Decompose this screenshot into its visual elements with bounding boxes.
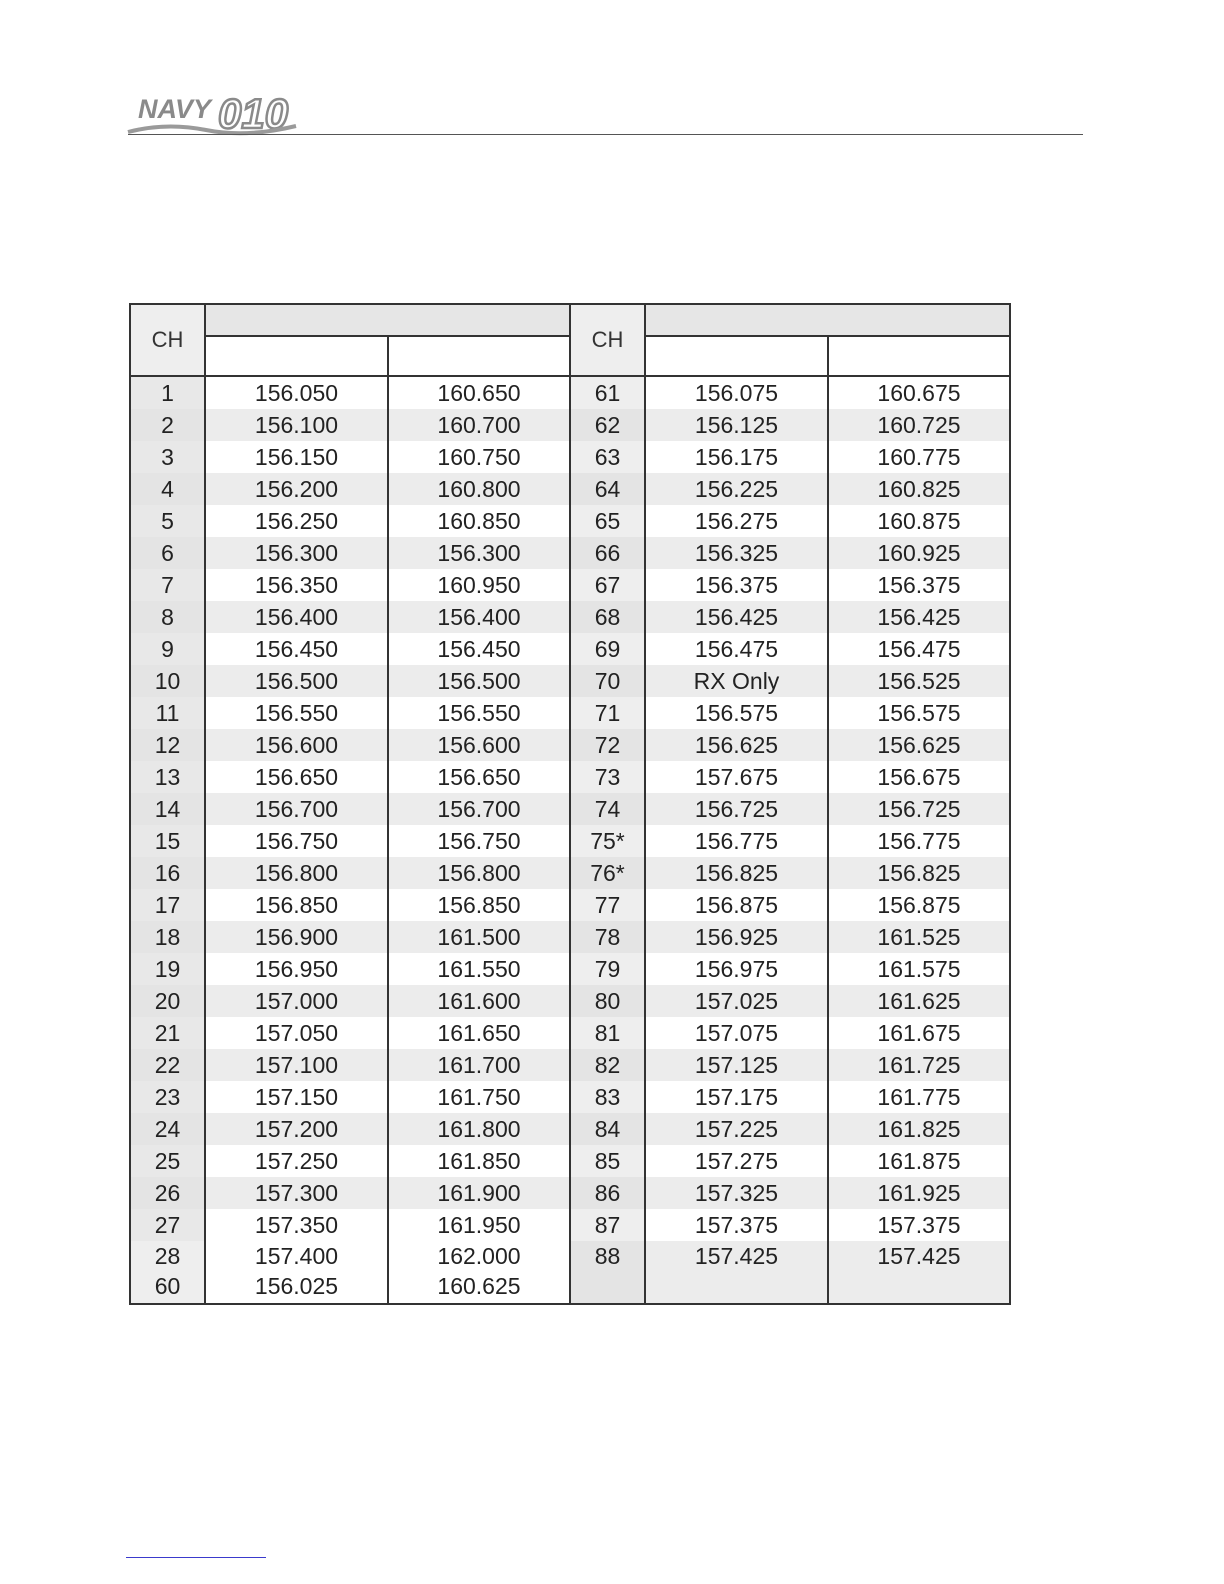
table-row [130, 665, 1010, 697]
ch-cell: 23 [130, 1081, 205, 1113]
tx-cell: 156.850 [205, 889, 388, 921]
tx2-cell: 156.725 [645, 793, 828, 825]
tx2-value: 157.425 [694, 1243, 779, 1269]
rx2-cell: 157.375 [828, 1209, 1010, 1241]
tx-cell: 157.200 [205, 1113, 388, 1145]
table-row [130, 441, 1010, 473]
rx2-cell: 160.725 [828, 409, 1010, 441]
ch2-cell: 86 [570, 1177, 645, 1209]
ch2-cell: 81 [570, 1017, 645, 1049]
rx2-cell: 156.375 [828, 569, 1010, 601]
rx-cell [388, 1241, 570, 1304]
table-row [130, 569, 1010, 601]
ch2-cell: 70 [570, 665, 645, 697]
tx-cell: 156.500 [205, 665, 388, 697]
rx-cell: 161.550 [388, 953, 570, 985]
ch-cell: 8 [130, 601, 205, 633]
rx2-cell: 160.675 [828, 376, 1010, 409]
tx-cell: 157.050 [205, 1017, 388, 1049]
tx-cell: 157.300 [205, 1177, 388, 1209]
tx2-cell: 157.175 [645, 1081, 828, 1113]
rx-cell: 156.500 [388, 665, 570, 697]
ch-cell: 12 [130, 729, 205, 761]
table-row [130, 505, 1010, 537]
tx-cell: 156.700 [205, 793, 388, 825]
table-row [130, 1209, 1010, 1241]
rx-cell: 156.800 [388, 857, 570, 889]
ch-cell: 24 [130, 1113, 205, 1145]
tx-cell: 156.050 [205, 376, 388, 409]
ch-value: 28 [154, 1243, 181, 1269]
tx2-cell: 156.825 [645, 857, 828, 889]
tx2-cell: 156.575 [645, 697, 828, 729]
ch-cell: 16 [130, 857, 205, 889]
rx2-cell: 160.825 [828, 473, 1010, 505]
tx2-cell [645, 1241, 828, 1304]
ch2-cell: 73 [570, 761, 645, 793]
tx2-cell: 156.625 [645, 729, 828, 761]
ch2-cell [570, 1241, 645, 1304]
tx2-cell: 156.075 [645, 376, 828, 409]
tx-cell: 156.250 [205, 505, 388, 537]
tx-cell: 156.450 [205, 633, 388, 665]
ch-cell: 21 [130, 1017, 205, 1049]
rx2-cell: 156.425 [828, 601, 1010, 633]
rx-cell: 161.950 [388, 1209, 570, 1241]
rx-cell: 161.700 [388, 1049, 570, 1081]
ch2-cell: 77 [570, 889, 645, 921]
ch2-cell: 66 [570, 537, 645, 569]
table-row [130, 793, 1010, 825]
ch2-cell: 85 [570, 1145, 645, 1177]
table-row [130, 729, 1010, 761]
ch2-value: 88 [594, 1243, 621, 1269]
tx2-cell: 157.325 [645, 1177, 828, 1209]
ch-cell: 9 [130, 633, 205, 665]
table-row [130, 825, 1010, 857]
ch-cell: 18 [130, 921, 205, 953]
ch-cell [130, 1241, 205, 1304]
tx2-cell: 156.475 [645, 633, 828, 665]
ch2-cell: 78 [570, 921, 645, 953]
ch-cell: 25 [130, 1145, 205, 1177]
tx-cell: 156.650 [205, 761, 388, 793]
tx-value: 157.400 [254, 1243, 339, 1269]
table-row [130, 697, 1010, 729]
tx-cell: 156.350 [205, 569, 388, 601]
tx-cell [205, 1241, 388, 1304]
rx-cell: 161.850 [388, 1145, 570, 1177]
table-row [130, 953, 1010, 985]
group-header-left [205, 304, 570, 336]
rx-cell: 156.450 [388, 633, 570, 665]
ch-cell: 19 [130, 953, 205, 985]
table-row [130, 1113, 1010, 1145]
ch-cell: 6 [130, 537, 205, 569]
ch2-cell: 80 [570, 985, 645, 1017]
rx-cell: 160.650 [388, 376, 570, 409]
rx2-cell: 156.825 [828, 857, 1010, 889]
table-row [130, 1017, 1010, 1049]
tx2-cell: 157.225 [645, 1113, 828, 1145]
tx2-cell: 156.225 [645, 473, 828, 505]
table-body [130, 376, 1010, 1304]
rx2-cell: 156.875 [828, 889, 1010, 921]
logo-text-010: 010 [218, 90, 289, 137]
rx2-cell: 161.825 [828, 1113, 1010, 1145]
tx-cell: 157.250 [205, 1145, 388, 1177]
table-row [130, 761, 1010, 793]
navy010-logo [126, 84, 306, 144]
tx-cell: 157.100 [205, 1049, 388, 1081]
ch2-cell: 82 [570, 1049, 645, 1081]
rx2-cell: 161.525 [828, 921, 1010, 953]
rx-cell: 161.800 [388, 1113, 570, 1145]
ch-cell: 7 [130, 569, 205, 601]
rx-cell: 156.750 [388, 825, 570, 857]
channel-frequency-table [129, 303, 1011, 1305]
ch2-cell: 72 [570, 729, 645, 761]
ch2-cell: 63 [570, 441, 645, 473]
rx-cell: 161.500 [388, 921, 570, 953]
rx2-cell [828, 1241, 1010, 1304]
tx-cell: 156.400 [205, 601, 388, 633]
rx-value: 162.000 [437, 1243, 521, 1269]
tx-cell: 157.000 [205, 985, 388, 1017]
tx2-cell: 156.975 [645, 953, 828, 985]
tx-cell: 156.200 [205, 473, 388, 505]
ch2-cell: 83 [570, 1081, 645, 1113]
ch2-cell: 61 [570, 376, 645, 409]
ch2-cell: 74 [570, 793, 645, 825]
table-row [130, 921, 1010, 953]
ch-cell: 20 [130, 985, 205, 1017]
ch2-cell: 84 [570, 1113, 645, 1145]
ch2-cell: 79 [570, 953, 645, 985]
ch-value: 60 [154, 1273, 181, 1299]
table-row [130, 537, 1010, 569]
rx-cell: 160.950 [388, 569, 570, 601]
rx2-cell: 161.575 [828, 953, 1010, 985]
table-row [130, 376, 1010, 409]
tx2-cell: 156.275 [645, 505, 828, 537]
table-row-last [130, 1241, 1010, 1304]
table-row [130, 473, 1010, 505]
rx-cell: 156.650 [388, 761, 570, 793]
table-row [130, 1177, 1010, 1209]
tx-cell: 156.950 [205, 953, 388, 985]
ch2-cell: 75* [570, 825, 645, 857]
rx2-cell: 160.925 [828, 537, 1010, 569]
rx2-cell: 161.725 [828, 1049, 1010, 1081]
tx2-cell: 156.375 [645, 569, 828, 601]
ch2-cell: 69 [570, 633, 645, 665]
logo-text-navy: NAVY [138, 94, 212, 124]
ch2-cell: 87 [570, 1209, 645, 1241]
rx2-cell: 156.775 [828, 825, 1010, 857]
rx2-cell: 156.475 [828, 633, 1010, 665]
group-header-right [645, 304, 1010, 336]
ch2-cell: 76* [570, 857, 645, 889]
rx-cell: 156.700 [388, 793, 570, 825]
rx-value: 160.625 [437, 1273, 521, 1299]
rx-cell: 156.850 [388, 889, 570, 921]
rx2-cell: 161.775 [828, 1081, 1010, 1113]
rx2-cell: 156.625 [828, 729, 1010, 761]
ch2-cell: 65 [570, 505, 645, 537]
ch-cell: 1 [130, 376, 205, 409]
rx2-cell: 161.875 [828, 1145, 1010, 1177]
table-row [130, 985, 1010, 1017]
table-row [130, 1049, 1010, 1081]
sub-header-tx-right [645, 336, 828, 376]
rx-cell: 160.850 [388, 505, 570, 537]
ch-cell: 13 [130, 761, 205, 793]
ch-cell: 2 [130, 409, 205, 441]
table-row [130, 857, 1010, 889]
tx-cell: 157.150 [205, 1081, 388, 1113]
tx2-cell: 157.675 [645, 761, 828, 793]
rx2-cell: 156.725 [828, 793, 1010, 825]
rx2-cell: 156.675 [828, 761, 1010, 793]
table-row [130, 601, 1010, 633]
table-row [130, 889, 1010, 921]
footer-rule [126, 1557, 266, 1558]
tx-cell: 156.550 [205, 697, 388, 729]
tx-cell: 156.600 [205, 729, 388, 761]
tx2-cell: 156.775 [645, 825, 828, 857]
tx2-cell: 156.175 [645, 441, 828, 473]
rx-cell: 160.750 [388, 441, 570, 473]
tx-value: 156.025 [254, 1273, 339, 1299]
rx2-cell: 156.575 [828, 697, 1010, 729]
ch-cell: 15 [130, 825, 205, 857]
rx-cell: 161.900 [388, 1177, 570, 1209]
rx2-cell: 161.675 [828, 1017, 1010, 1049]
tx-cell: 156.150 [205, 441, 388, 473]
tx2-cell: 156.425 [645, 601, 828, 633]
tx2-cell: 156.325 [645, 537, 828, 569]
tx2-cell: RX Only [645, 665, 828, 697]
tx-cell: 156.800 [205, 857, 388, 889]
sub-header-rx-right [828, 336, 1010, 376]
ch2-cell: 71 [570, 697, 645, 729]
rx-cell: 156.300 [388, 537, 570, 569]
rx-cell: 156.400 [388, 601, 570, 633]
rx-cell: 161.750 [388, 1081, 570, 1113]
ch-cell: 17 [130, 889, 205, 921]
tx2-cell: 156.875 [645, 889, 828, 921]
tx-cell: 156.750 [205, 825, 388, 857]
tx2-cell: 157.275 [645, 1145, 828, 1177]
table-row [130, 1081, 1010, 1113]
header-rule [128, 134, 1083, 135]
tx2-cell: 157.125 [645, 1049, 828, 1081]
ch-cell: 5 [130, 505, 205, 537]
rx-cell: 156.600 [388, 729, 570, 761]
ch-cell: 4 [130, 473, 205, 505]
tx2-cell: 157.075 [645, 1017, 828, 1049]
rx2-cell: 161.925 [828, 1177, 1010, 1209]
tx-cell: 156.300 [205, 537, 388, 569]
ch2-cell: 68 [570, 601, 645, 633]
tx2-cell: 157.375 [645, 1209, 828, 1241]
table-row [130, 633, 1010, 665]
rx2-cell: 161.625 [828, 985, 1010, 1017]
ch-cell: 3 [130, 441, 205, 473]
tx-cell: 157.350 [205, 1209, 388, 1241]
rx2-cell: 160.775 [828, 441, 1010, 473]
ch-cell: 10 [130, 665, 205, 697]
rx-cell: 160.700 [388, 409, 570, 441]
rx-cell: 161.600 [388, 985, 570, 1017]
sub-header-rx-left [388, 336, 570, 376]
rx-cell: 160.800 [388, 473, 570, 505]
ch-header-right: CH [570, 304, 645, 376]
rx2-cell: 160.875 [828, 505, 1010, 537]
tx2-cell: 156.125 [645, 409, 828, 441]
rx2-cell: 156.525 [828, 665, 1010, 697]
ch2-cell: 64 [570, 473, 645, 505]
ch-header-left: CH [130, 304, 205, 376]
ch2-cell: 67 [570, 569, 645, 601]
tx-cell: 156.900 [205, 921, 388, 953]
sub-header-tx-left [205, 336, 388, 376]
ch-cell: 22 [130, 1049, 205, 1081]
ch-cell: 14 [130, 793, 205, 825]
tx-cell: 156.100 [205, 409, 388, 441]
tx2-cell: 157.025 [645, 985, 828, 1017]
rx2-value: 157.425 [877, 1243, 961, 1269]
ch2-cell: 62 [570, 409, 645, 441]
table-row [130, 1145, 1010, 1177]
ch-cell: 27 [130, 1209, 205, 1241]
ch-cell: 26 [130, 1177, 205, 1209]
rx-cell: 156.550 [388, 697, 570, 729]
tx2-cell: 156.925 [645, 921, 828, 953]
table-row [130, 409, 1010, 441]
rx-cell: 161.650 [388, 1017, 570, 1049]
ch-cell: 11 [130, 697, 205, 729]
